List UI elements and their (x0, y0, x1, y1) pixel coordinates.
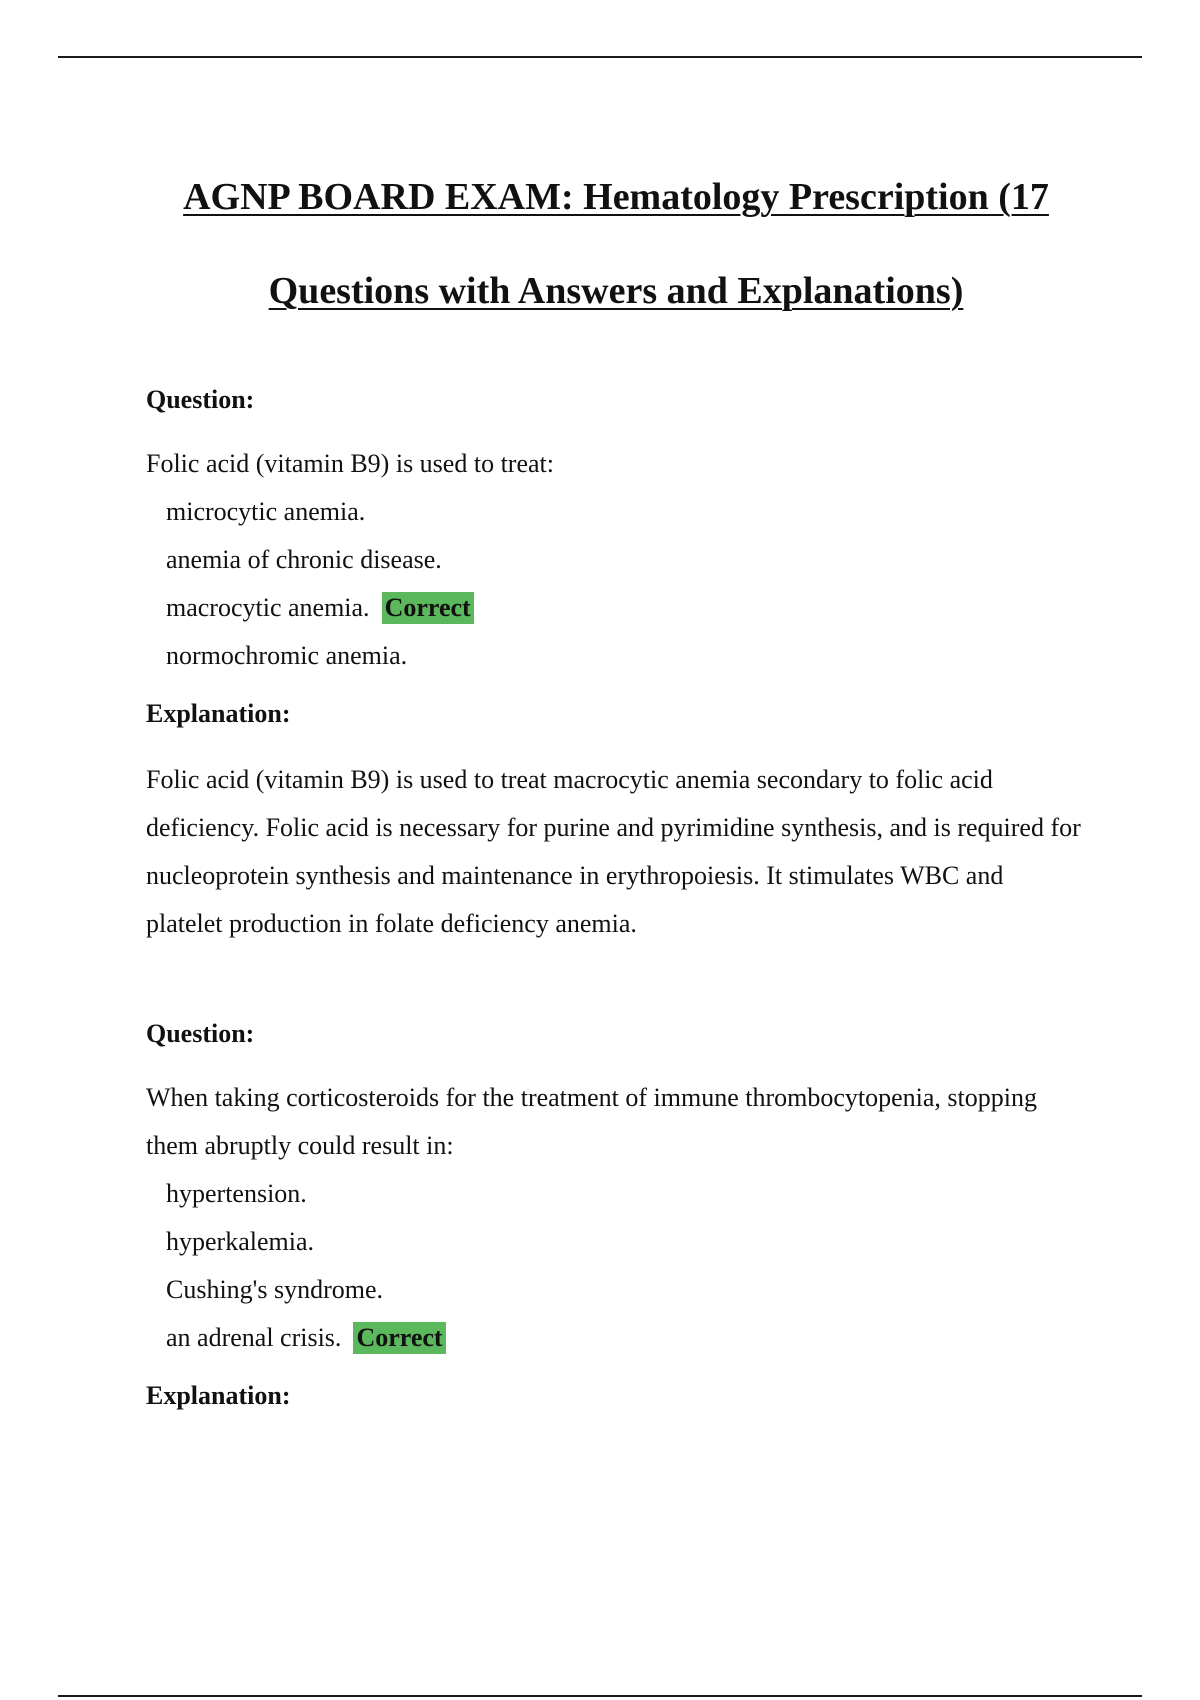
answer-option (146, 1170, 1086, 1218)
answer-option-text: macrocytic anemia. (166, 593, 370, 622)
answer-option (146, 536, 1086, 584)
explanation-label: Explanation: (146, 1381, 291, 1410)
question-block-1 (146, 382, 1086, 948)
question-stem: Folic acid (vitamin B9) is used to treat: (146, 449, 554, 478)
document-title (116, 150, 1116, 338)
explanation-text: Folic acid (vitamin B9) is used to treat macrocytic anemia secondary to folic acid deficiency. Folic acid is necessary for purine and pyrimidine synthesis, and is required for nucleoprotein synthesis and maintenance in erythropoiesis. It stimulates WBC and platelet production in folate deficiency anemia. (146, 765, 1081, 938)
question-label: Question: (146, 385, 255, 414)
answer-option (146, 488, 1086, 536)
answer-option (146, 1266, 1086, 1314)
question-label: Question: (146, 1019, 255, 1048)
answer-option-correct (146, 1314, 1086, 1362)
answer-option-text: normochromic anemia. (166, 641, 408, 670)
answer-option (146, 632, 1086, 680)
title-line-1: AGNP BOARD EXAM: Hematology Prescription (17 (183, 176, 1049, 218)
question-stem: When taking corticosteroids for the treatment of immune thrombocytopenia, stopping them abruptly could result in: (146, 1083, 1037, 1160)
header-rule (58, 56, 1142, 58)
answer-option-text: an adrenal crisis. (166, 1323, 342, 1352)
answer-option-text: hyperkalemia. (166, 1227, 314, 1256)
answer-option-text: Cushing's syndrome. (166, 1275, 384, 1304)
correct-badge: Correct (353, 1322, 445, 1354)
title-line-2: Questions with Answers and Explanations) (268, 270, 964, 312)
explanation-label: Explanation: (146, 699, 291, 728)
answer-option-text: microcytic anemia. (166, 497, 366, 526)
footer-rule (58, 1695, 1142, 1697)
answer-option (146, 1218, 1086, 1266)
answer-option-correct (146, 584, 1086, 632)
correct-badge: Correct (382, 592, 474, 624)
answer-option-text: hypertension. (166, 1179, 307, 1208)
document-body (146, 150, 1086, 1414)
answer-option-text: anemia of chronic disease. (166, 545, 442, 574)
question-block-2 (146, 1016, 1086, 1414)
